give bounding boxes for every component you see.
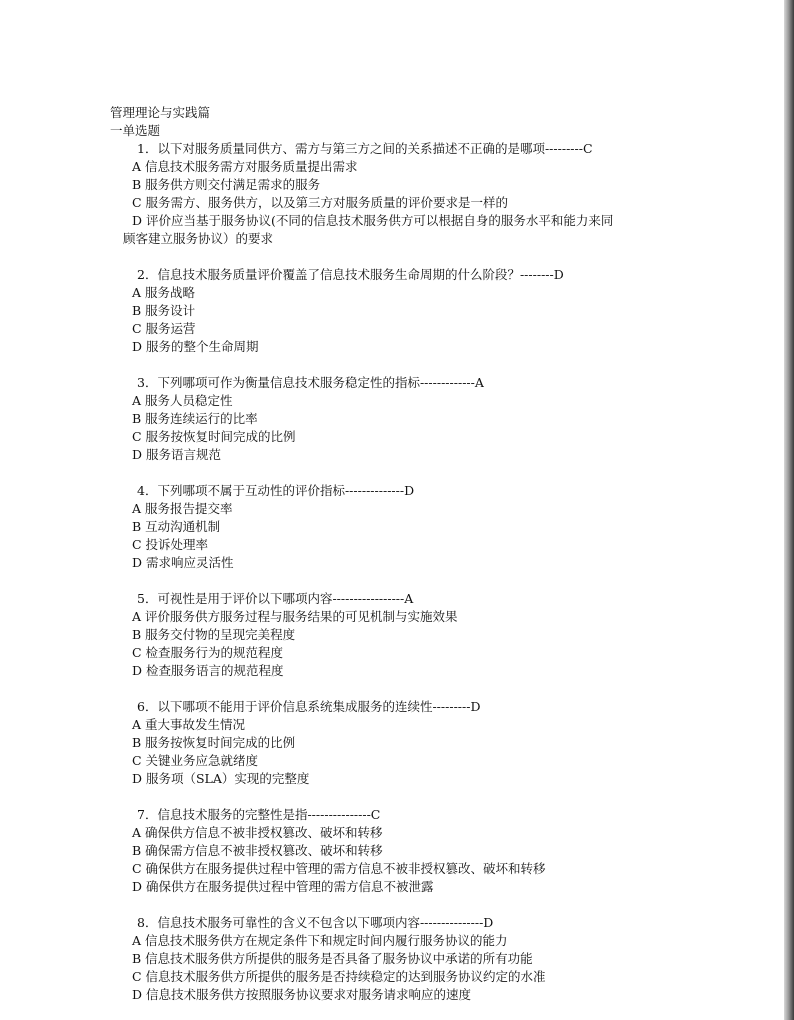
option-a: A 信息技术服务供方在规定条件下和规定时间内履行服务协议的能力 [132,933,508,948]
question-4 [110,482,710,572]
question-stem: 5．可视性是用于评价以下哪项内容-----------------A [137,591,414,606]
option-b: B 服务交付物的呈现完美程度 [132,627,296,642]
option-b: B 服务供方则交付满足需求的服务 [132,177,321,192]
option-d: D 信息技术服务供方按照服务协议要求对服务请求响应的速度 [132,987,471,1002]
document-title: 管理理论与实践篇 [110,105,211,120]
option-d: D 评价应当基于服务协议(不同的信息技术服务供方可以根据自身的服务水平和能力来同 [132,213,614,228]
question-stem: 3．下列哪项可作为衡量信息技术服务稳定性的指标-------------A [137,375,484,390]
question-stem: 4．下列哪项不属于互动性的评价指标--------------D [137,483,415,498]
question-3 [110,374,710,464]
option-b: B 信息技术服务供方所提供的服务是否具备了服务协议中承诺的所有功能 [132,951,533,966]
question-stem: 1．以下对服务质量同供方、需方与第三方之间的关系描述不正确的是哪项---------C [137,141,593,156]
option-d: D 服务的整个生命周期 [132,339,259,354]
option-c: C 投诉处理率 [132,537,209,552]
option-c: C 确保供方在服务提供过程中管理的需方信息不被非授权篡改、破坏和转移 [132,861,546,876]
question-6 [110,698,710,788]
option-d: D 检查服务语言的规范程度 [132,663,284,678]
option-a: A 评价服务供方服务过程与服务结果的可见机制与实施效果 [132,609,458,624]
question-8 [110,914,710,1004]
option-d: D 确保供方在服务提供过程中管理的需方信息不被泄露 [132,879,434,894]
option-c: C 服务运营 [132,321,196,336]
option-c: C 关键业务应急就绪度 [132,753,259,768]
page-edge-shadow [784,0,794,1020]
option-b: B 确保需方信息不被非授权篡改、破坏和转移 [132,843,383,858]
question-stem: 6．以下哪项不能用于评价信息系统集成服务的连续性---------D [137,699,481,714]
option-d: D 需求响应灵活性 [132,555,234,570]
option-a: A 信息技术服务需方对服务质量提出需求 [132,159,358,174]
document-content [110,104,710,1004]
question-5 [110,590,710,680]
option-c: C 信息技术服务供方所提供的服务是否持续稳定的达到服务协议约定的水准 [132,969,546,984]
option-b: B 服务按恢复时间完成的比例 [132,735,296,750]
question-2 [110,266,710,356]
option-a: A 服务报告提交率 [132,501,233,516]
option-d: D 服务语言规范 [132,447,221,462]
option-b: B 互动沟通机制 [132,519,221,534]
option-a: A 服务战略 [132,285,196,300]
option-a: A 服务人员稳定性 [132,393,233,408]
question-1 [110,140,710,248]
option-c: C 检查服务行为的规范程度 [132,645,284,660]
option-c: C 服务按恢复时间完成的比例 [132,429,296,444]
option-b: B 服务设计 [132,303,196,318]
option-a: A 确保供方信息不被非授权篡改、破坏和转移 [132,825,383,840]
option-b: B 服务连续运行的比率 [132,411,258,426]
question-stem: 8．信息技术服务可靠性的含义不包含以下哪项内容---------------D [137,915,494,930]
option-d: D 服务项（SLA）实现的完整度 [132,771,310,786]
question-stem: 7．信息技术服务的完整性是指---------------C [137,807,381,822]
question-7 [110,806,710,896]
option-d-continuation: 顾客建立服务协议）的要求 [123,231,274,246]
section-heading: 一单选题 [110,123,161,138]
option-c: C 服务需方、服务供方，以及第三方对服务质量的评价要求是一样的 [132,195,509,210]
option-a: A 重大事故发生情况 [132,717,246,732]
question-stem: 2．信息技术服务质量评价覆盖了信息技术服务生命周期的什么阶段？--------D [137,267,564,282]
